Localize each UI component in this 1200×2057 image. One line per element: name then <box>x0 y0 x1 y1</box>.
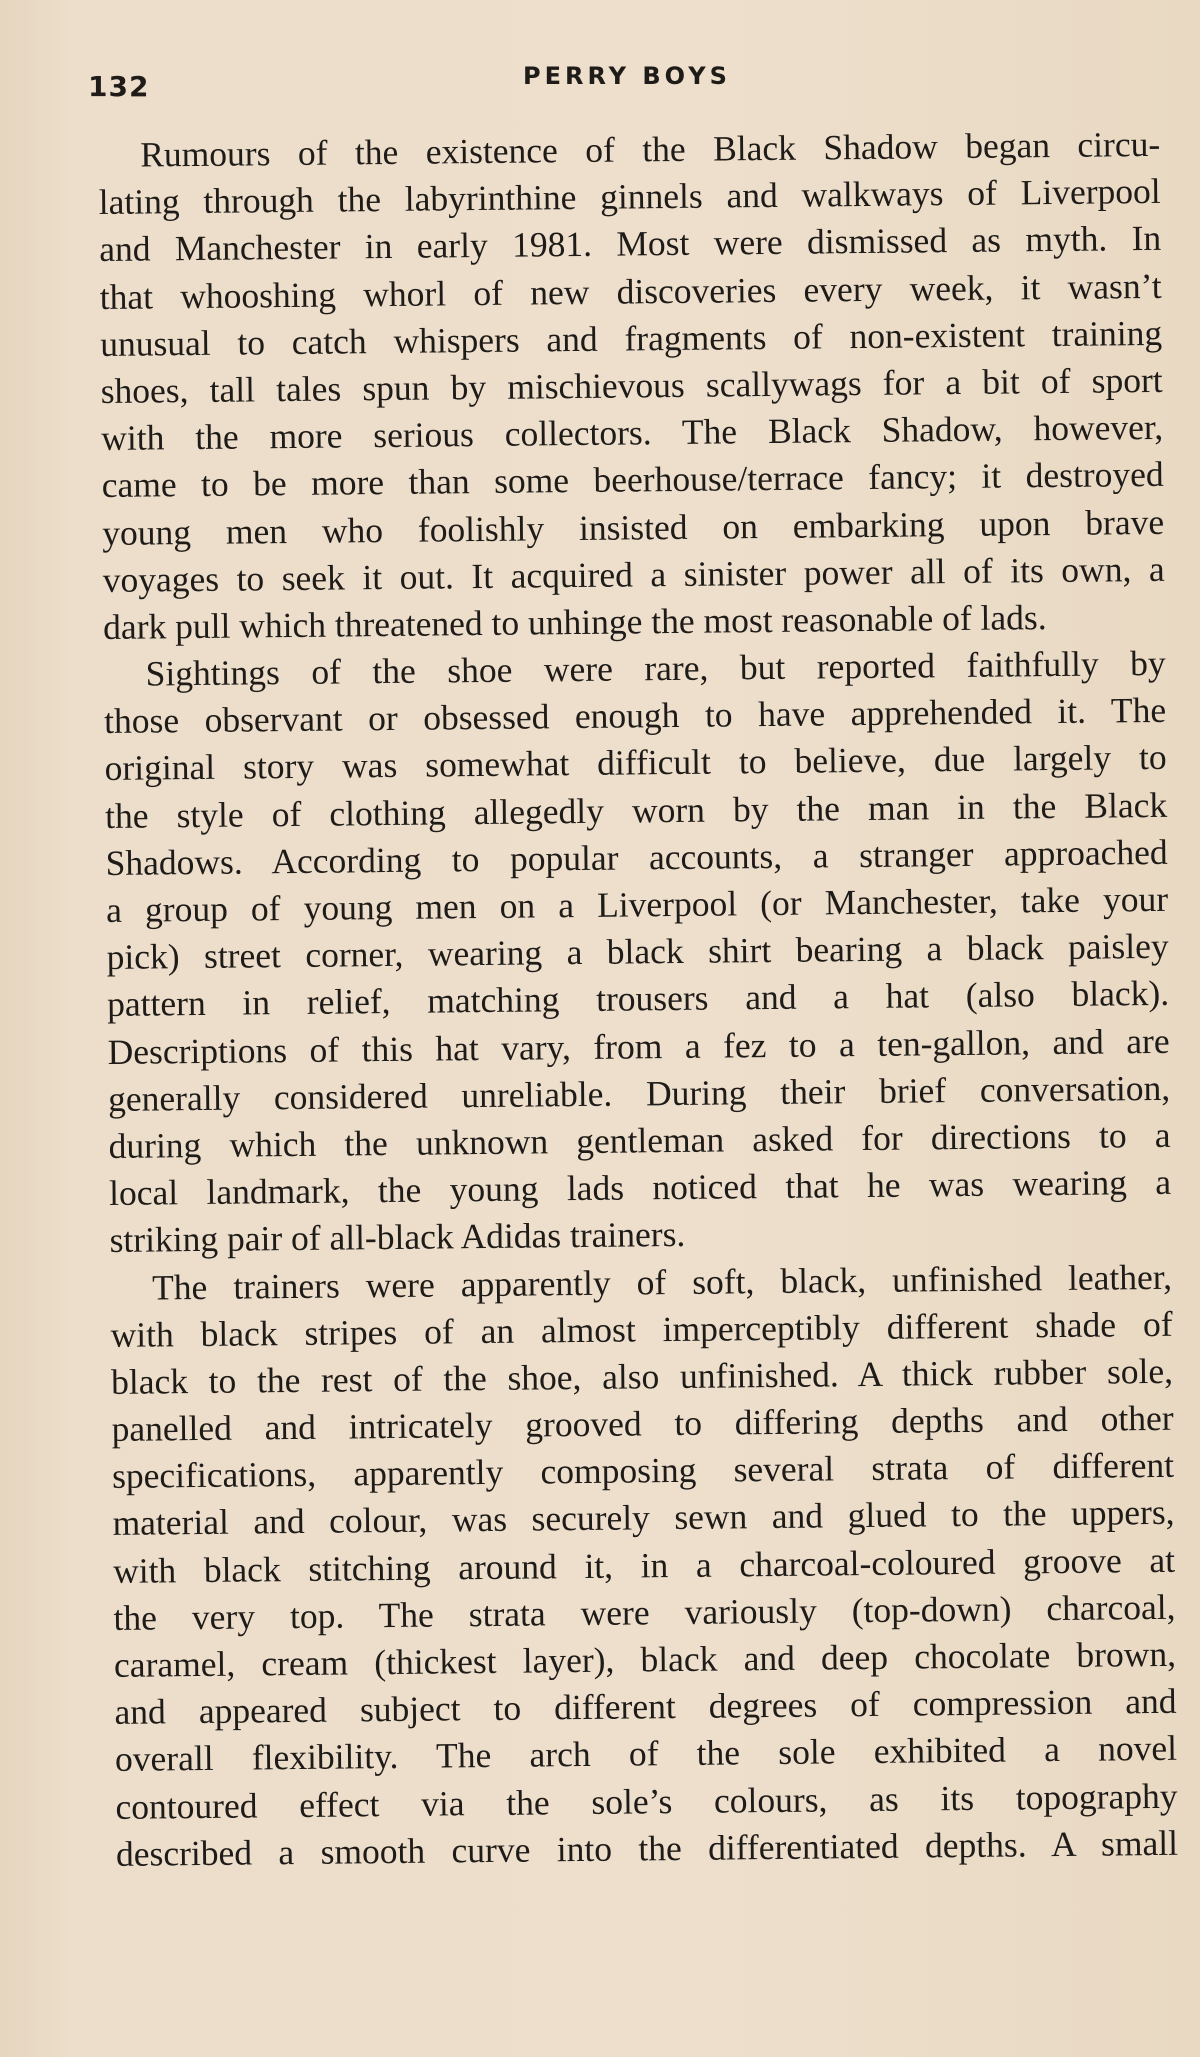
text-line: panelled and intricately grooved to differing depths and other <box>111 1397 1174 1449</box>
text-line: material and colour, was securely sewn and glued to the uppers, <box>112 1492 1175 1544</box>
text-line: black to the rest of the shoe, also unfinished. A thick rubber sole, <box>110 1350 1174 1402</box>
text-line: pattern in relief, matching trousers and a hat (also black). <box>106 973 1170 1025</box>
paragraph <box>103 640 1171 1265</box>
text-line: with black stitching around it, in a charcoal-coloured groove at <box>112 1539 1176 1591</box>
text-line: caramel, cream (thickest layer), black and deep chocolate brown, <box>113 1633 1177 1685</box>
text-line: and appeared subject to different degrees of compression and <box>114 1680 1177 1733</box>
text-line: voyages to seek it out. It acquired a sinister power all of its own, a <box>102 548 1165 600</box>
text-line: described a smooth curve into the differentiated depths. A small <box>115 1822 1179 1874</box>
text-line: contoured effect via the sole’s colours, as its topography <box>115 1775 1178 1827</box>
text-line: the style of clothing allegedly worn by the man in the Black <box>104 784 1168 836</box>
text-line: the very top. The strata were variously (top-down) charcoal, <box>113 1586 1176 1638</box>
body-text <box>98 121 1178 1878</box>
paragraph <box>110 1253 1178 1878</box>
text-line: overall flexibility. The arch of the sole exhibited a novel <box>114 1728 1178 1780</box>
text-line: that whooshing whorl of new discoveries every week, it wasn’t <box>99 265 1162 317</box>
text-line: during which the unknown gentleman asked for directions to a <box>108 1114 1171 1166</box>
text-line: striking pair of all-black Adidas trainers. <box>109 1214 686 1261</box>
text-line: shoes, tall tales spun by mischievous scallywags for a bit of sport <box>100 359 1163 411</box>
text-line: The trainers were apparently of soft, black, unfinished leather, <box>151 1256 1173 1307</box>
text-line: generally considered unreliable. During their brief conversation, <box>107 1067 1171 1119</box>
text-line: Rumours of the existence of the Black Shadow began circu- <box>140 123 1161 175</box>
text-line: Shadows. According to popular accounts, a stranger approached <box>105 831 1168 883</box>
text-line: specifications, apparently composing several strata of different <box>111 1445 1175 1497</box>
text-line: came to be more than some beerhouse/terrace fancy; it destroyed <box>101 454 1164 506</box>
text-line: local landmark, the young lads noticed that he was wearing a <box>108 1161 1172 1214</box>
text-line: with the more serious collectors. The Black Shadow, however, <box>100 406 1164 459</box>
text-line: lating through the labyrinthine ginnels and walkways of Liverpool <box>98 171 1161 223</box>
text-line: dark pull which threatened to unhinge the most reasonable of lads. <box>102 596 1047 647</box>
text-line: Sightings of the shoe were rare, but reported faithfully by <box>145 642 1166 694</box>
text-line: Descriptions of this hat vary, from a fez to a ten-gallon, and are <box>107 1020 1170 1072</box>
text-line: young men who foolishly insisted on embarking upon brave <box>101 501 1165 553</box>
running-head <box>88 58 1168 108</box>
running-title: PERRY BOYS <box>523 62 731 90</box>
text-line: a group of young men on a Liverpool (or Manchester, take your <box>105 878 1169 930</box>
text-line: and Manchester in early 1981. Most were dismissed as myth. In <box>99 218 1162 270</box>
text-line: pick) street corner, wearing a black shirt bearing a black paisley <box>106 926 1169 978</box>
text-line: with black stripes of an almost imperceptibly different shade of <box>110 1303 1173 1355</box>
text-line: unusual to catch whispers and fragments of non-existent training <box>100 312 1163 364</box>
paragraph <box>98 121 1165 651</box>
page-number: 132 <box>88 70 150 103</box>
text-line: those observant or obsessed enough to have apprehended it. The <box>103 690 1167 742</box>
text-line: original story was somewhat difficult to believe, due largely to <box>104 737 1167 789</box>
